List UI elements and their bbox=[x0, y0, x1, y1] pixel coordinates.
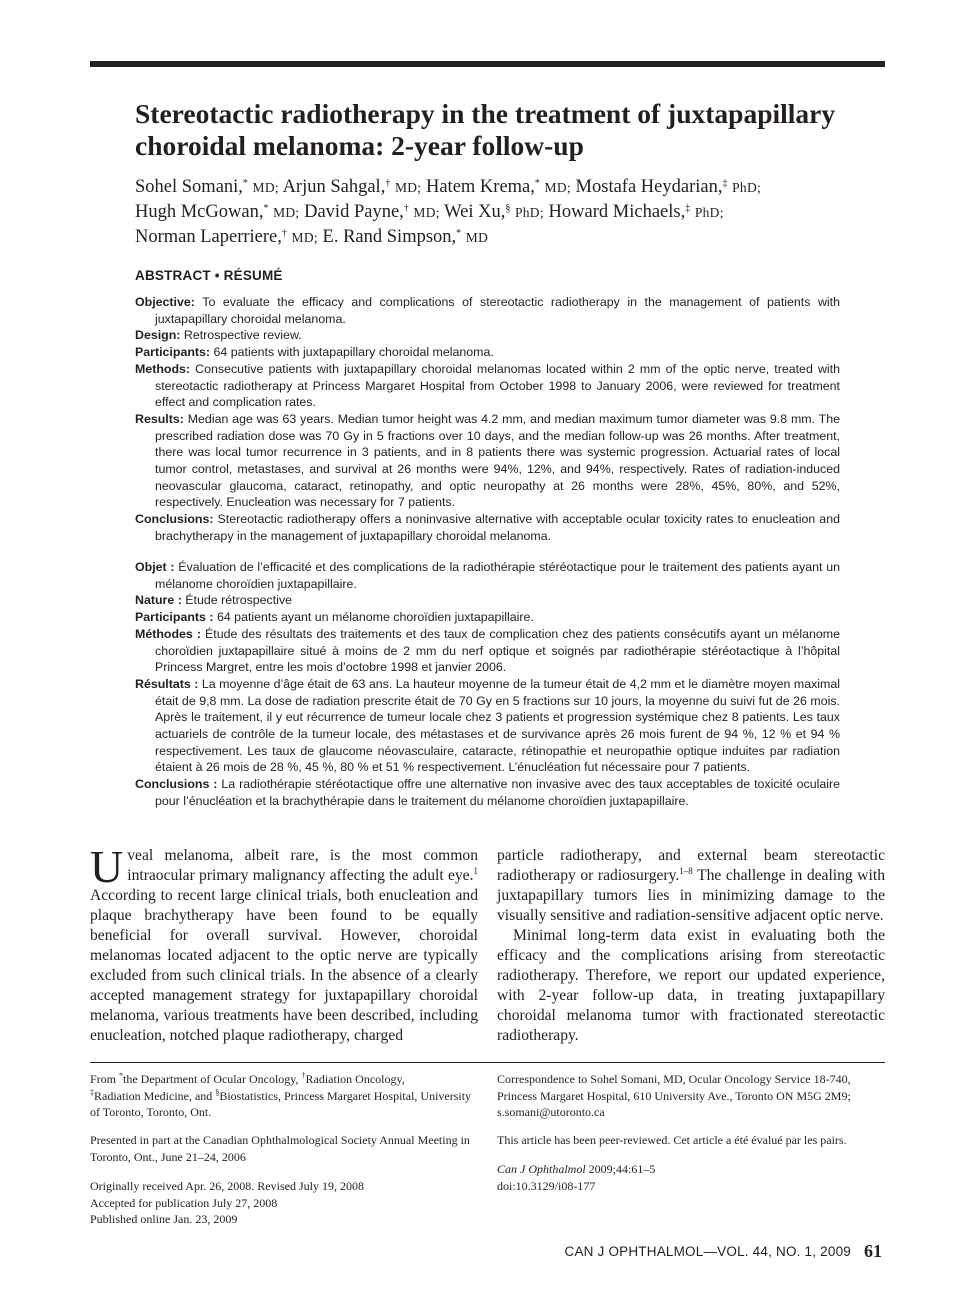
author bbox=[135, 177, 279, 197]
abstract-text: Retrospective review. bbox=[183, 328, 302, 343]
abstract-label: Objet : bbox=[135, 560, 175, 574]
presented-note: Presented in part at the Canadian Ophthalmological Society Annual Meeting in Toronto, Ont., June 21–24, 2006 bbox=[90, 1133, 470, 1164]
abstract-text: Median age was 63 years. Median tumor height was 4.2 mm, and median maximum tumor diameter was 9.8 mm. The prescribed radiation dose was 70 Gy in 5 fractions over 10 days, and the median follow-up was 26 months. After treatment, there was local tumor recurrence in 3 patients, and in 8 patients there was systemic progression. Actuarial rates of local tumor control, metastases, and survival at 26 months were 94%, 12%, and 94%, respectively. Rates of radiation-induced neovascular glaucoma, cataract, retinopathy, and optic neuropathy at 26 months were 28%, 45%, 80%, and 52%, respectively. Enucleation was necessary for 7 patients. bbox=[155, 411, 840, 510]
abstract-text: Étude des résultats des traitements et des taux de complication chez des patients consécutifs ayant un mélanome choroïdien juxtapapillaire situé à moins de 2 mm du nerf optique et soignés par radiothérapie stéréotactique à l’hôpital Princess Margret, entre les mois d’octobre 1998 et janvier 2006. bbox=[155, 626, 840, 675]
author bbox=[135, 202, 299, 222]
author bbox=[135, 227, 318, 247]
abstract-text: Consecutive patients with juxtapapillary choroidal melanomas located within 2 mm of the optic nerve, treated with stereotactic radiotherapy at Princess Margaret Hospital from October 1998 to January 2006, were reviewed for treatment effect and complication rates. bbox=[155, 361, 840, 410]
author-degree: PhD; bbox=[732, 180, 762, 195]
doi: doi:10.3129/i08-177 bbox=[497, 1178, 596, 1193]
abstract-item bbox=[135, 626, 840, 676]
abstract-text: Étude rétrospective bbox=[185, 593, 293, 608]
footnote-rule bbox=[90, 1062, 885, 1063]
author bbox=[576, 177, 762, 197]
body-column-left bbox=[90, 841, 478, 1046]
author-degree: MD; bbox=[252, 180, 279, 195]
published-date: Published online Jan. 23, 2009 bbox=[90, 1212, 238, 1226]
author-name: Arjun Sahgal, bbox=[282, 177, 386, 197]
citation-note: Can J Ophthalmol 2009;44:61–5 doi:10.3129/i08-177 bbox=[497, 1162, 656, 1193]
abstract-label: Design: bbox=[135, 328, 181, 343]
intro-paragraph-1-cont: particle radiotherapy, and external beam stereotactic radiotherapy or radiosurgery.$^{1-8}$ The challenge in dealing with juxtapapillary tumors lies in minimizing damage to the visually sensitive and radiation-sensitive adjacent optic nerve. bbox=[497, 847, 885, 924]
abstract-label: Méthodes : bbox=[135, 626, 201, 641]
author-degree: MD; bbox=[394, 180, 422, 195]
abstract-label: Objective: bbox=[135, 295, 195, 309]
abstract-label: Conclusions : bbox=[135, 777, 218, 792]
intro-paragraph-1: Uveal melanoma, albeit rare, is the most common intraocular primary malignancy affecting the adult eye.$^1$ According to recent large clinical trials, both enucleation and plaque brachytherapy have been found to be equally beneficial for overall survival. However, choroidal melanomas located adjacent to the optic nerve are typically excluded from such clinical trials. In the absence of a clearly accepted management strategy for juxtapapillary choroidal melanoma, various treatments have been described, including enucleation, notched plaque radiotherapy, charged bbox=[90, 841, 478, 1044]
drop-cap: U bbox=[90, 841, 124, 892]
abstract-french bbox=[135, 559, 840, 810]
abstract-text: 64 patients with juxtapapillary choroidal melanoma. bbox=[213, 345, 494, 360]
body-column-right bbox=[497, 846, 885, 1046]
reference-marker: 1–8 bbox=[679, 866, 693, 876]
article-title: Stereotactic radiotherapy in the treatment of juxtapapillary choroidal melanoma: 2-year follow-up bbox=[135, 98, 836, 161]
page-number: 61 bbox=[864, 1241, 882, 1261]
author-degree: MD; bbox=[273, 205, 300, 220]
abstract-label: Methods: bbox=[135, 361, 191, 376]
author-name: Sohel Somani, bbox=[135, 177, 243, 197]
reference-marker: 1 bbox=[473, 866, 478, 876]
abstract-text: Évaluation de l’efficacité et des complications de la radiothérapie stéréotactique pour le traitement des patients ayant un mélanome choroïdien juxtapapillaire. bbox=[155, 560, 840, 591]
author bbox=[323, 227, 489, 247]
affiliation-symbol: * bbox=[263, 203, 269, 214]
peer-review-note: This article has been peer-reviewed. Cet article a été évalué par les pairs. bbox=[497, 1133, 847, 1147]
abstract-label: Results: bbox=[135, 411, 184, 426]
affiliation-note: From *the Department of Ocular Oncology, †Radiation Oncology, ‡Radiation Medicine, and §Biostatistics, Princess Margaret Hospital, University of Toronto, Toronto, Ont. bbox=[90, 1071, 472, 1119]
abstract-item bbox=[135, 361, 840, 411]
author-name: Hatem Krema, bbox=[425, 177, 535, 197]
abstract-english bbox=[135, 294, 840, 545]
abstract-item bbox=[135, 511, 840, 544]
author-degree: MD bbox=[465, 230, 489, 245]
abstract-item bbox=[135, 559, 840, 592]
abstract-item bbox=[135, 676, 840, 776]
abstract-label: Participants : bbox=[135, 610, 214, 625]
affiliation-symbol: ‡ bbox=[722, 178, 728, 189]
author bbox=[283, 177, 422, 197]
author bbox=[426, 177, 571, 197]
author-name: E. Rand Simpson, bbox=[322, 227, 457, 247]
abstract-text: To evaluate the efficacy and complications of stereotactic radiotherapy in the management of patients with juxtapapillary choroidal melanoma. bbox=[155, 295, 841, 326]
abstract-item bbox=[135, 327, 840, 344]
abstract-heading: ABSTRACT • RÉSUMÉ bbox=[135, 268, 283, 283]
abstract-text: Stereotactic radiotherapy offers a noninvasive alternative with acceptable ocular toxicity rates to enucleation and brachytherapy in the management of juxtapapillary choroidal melanoma. bbox=[155, 512, 840, 543]
abstract-item bbox=[135, 592, 840, 609]
author bbox=[549, 202, 724, 222]
abstract-label: Participants: bbox=[135, 345, 211, 360]
running-footer-journal: CAN J OPHTHALMOL—VOL. 44, NO. 1, 2009 bbox=[564, 1244, 851, 1259]
author-degree: MD; bbox=[291, 230, 318, 245]
abstract-label: Nature : bbox=[135, 593, 182, 608]
history-note bbox=[90, 1178, 478, 1228]
top-rule bbox=[90, 61, 885, 67]
author-degree: PhD; bbox=[694, 205, 724, 220]
abstract-item bbox=[135, 411, 840, 511]
abstract-item bbox=[135, 344, 840, 361]
affiliation-symbol: † bbox=[385, 178, 391, 189]
author-list bbox=[135, 175, 885, 250]
citation-journal: Can J Ophthalmol bbox=[497, 1162, 586, 1176]
abstract-text: La moyenne d’âge était de 63 ans. La hauteur moyenne de la tumeur était de 4,2 mm et le diamètre moyen maximal était de 9,8 mm. La dose de radiation prescrite était de 70 Gy en 5 fractions sur 10 jours, la moyenne du suivi fut de 26 mois. Après le traitement, il y eut récurrence de tumeur locale chez 3 patients et progression systémique chez 8 patients. Les taux actuariels de contrôle de la tumeur locale, des métastases et de survivance après 26 mois furent de 94 %, 12 % et 94 % respectivement. Les taux de glaucome néovasculaire, cataracte, rétinopathie et neuropathie optique induites par radiation étaient à 26 mois de 28 %, 45 %, 80 % et 51 % respectivement. L’énucléation fut nécessaire pour 7 patients. bbox=[155, 676, 840, 775]
affiliation-symbol: * bbox=[456, 228, 462, 239]
author-name: Mostafa Heydarian, bbox=[575, 177, 723, 197]
accepted-date: Accepted for publication July 27, 2008 bbox=[90, 1195, 278, 1210]
author-degree: MD; bbox=[413, 205, 440, 220]
abstract-label: Résultats : bbox=[135, 676, 199, 691]
author-name: Norman Laperriere, bbox=[135, 227, 282, 247]
author-name: Hugh McGowan, bbox=[135, 202, 264, 222]
abstract-item bbox=[135, 609, 840, 626]
affiliation-symbol: † bbox=[281, 228, 287, 239]
affiliation-symbol: * bbox=[242, 178, 248, 189]
abstract-label: Conclusions: bbox=[135, 512, 214, 527]
received-date: Originally received Apr. 26, 2008. Revised July 19, 2008 bbox=[90, 1179, 364, 1193]
abstract-text: 64 patients ayant un mélanome choroïdien juxtapapillaire. bbox=[216, 610, 534, 625]
intro-paragraph-2: Minimal long-term data exist in evaluating both the efficacy and the complications arising from stereotactic radiotherapy. Therefore, we report our updated experience, with 2-year follow-up data, in treating juxtapapillary choroidal melanoma tumor with fractionated stereotactic radiotherapy. bbox=[497, 927, 885, 1044]
abstract-text: La radiothérapie stéréotactique offre une alternative non invasive avec des taux acceptables de toxicité oculaire pour l’énucléation et la brachythérapie dans le traitement du mélanome choroïdien juxtapapillaire. bbox=[155, 777, 840, 808]
author bbox=[304, 202, 440, 222]
author-degree: PhD; bbox=[514, 205, 544, 220]
affiliation-symbol: * bbox=[534, 178, 540, 189]
author-name: David Payne, bbox=[304, 202, 404, 222]
affiliation-symbol: § bbox=[505, 203, 511, 214]
author-name: Howard Michaels, bbox=[548, 202, 686, 222]
author-degree: MD; bbox=[544, 180, 571, 195]
correspondence-note: Correspondence to Sohel Somani, MD, Ocular Oncology Service 18-740, Princess Margaret Hospital, 610 University Ave., Toronto ON M5G 2M9; s.somani@utoronto.ca bbox=[497, 1072, 851, 1119]
author-name: Wei Xu, bbox=[444, 202, 506, 222]
affiliation-symbol: ‡ bbox=[685, 203, 691, 214]
affiliation-symbol: † bbox=[403, 203, 409, 214]
abstract-item bbox=[135, 294, 840, 327]
author bbox=[444, 202, 544, 222]
abstract-item bbox=[135, 776, 840, 809]
